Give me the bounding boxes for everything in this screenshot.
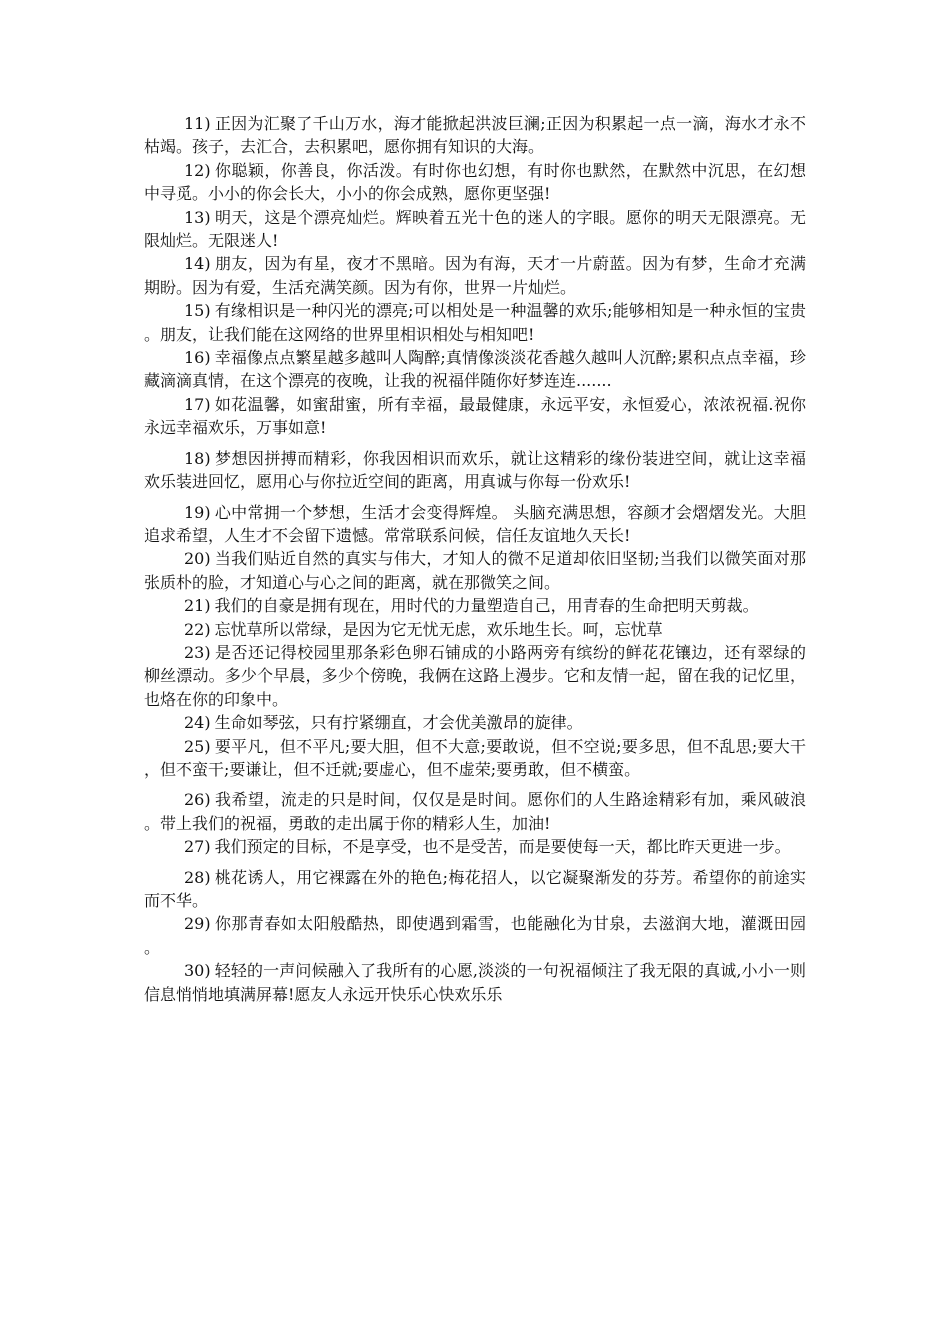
paragraph-text: 你那青春如太阳般酷热，即使遇到霜雪，也能融化为甘泉，去滋润大地，灌溉田园。 (144, 914, 806, 957)
paragraph-number: 16) (184, 348, 211, 368)
paragraph-number: 13) (184, 207, 211, 227)
paragraph-text: 忘忧草所以常绿，是因为它无忧无虑，欢乐地生长。呵，忘忧草 (214, 619, 663, 639)
paragraph-15 (144, 299, 806, 346)
paragraph-text: 我希望，流走的只是时间，仅仅是是时间。愿你们的人生路途精彩有加，乘风破浪。带上我们的祝福，勇敢的走出属于你的精彩人生，加油! (144, 790, 806, 833)
paragraph-number: 26) (184, 790, 211, 810)
paragraph-number: 24) (184, 713, 211, 733)
paragraph-text: 心中常拥一个梦想，生活才会变得辉煌。 头脑充满思想，容颜才会熠熠发光。大胆追求希望，人生才不会留下遗憾。常常联系问候，信任友谊地久天长! (144, 502, 806, 545)
paragraph-text: 梦想因拼搏而精彩，你我因相识而欢乐，就让这精彩的缘份装进空间，就让这幸福欢乐装进回忆，愿用心与你拉近空间的距离，用真诚与你每一份欢乐! (144, 448, 806, 492)
paragraph-text: 当我们贴近自然的真实与伟大，才知人的微不足道却依旧坚韧;当我们以微笑面对那张质朴的脸，才知道心与心之间的距离，就在那微笑之间。 (144, 549, 806, 592)
paragraph-number: 29) (184, 914, 211, 934)
paragraph-number: 21) (184, 596, 211, 616)
paragraph-18 (144, 447, 806, 494)
paragraph-number: 17) (184, 394, 211, 414)
paragraph-text: 你聪颖，你善良，你活泼。有时你也幻想，有时你也默然，在默然中沉思，在幻想中寻觅。小小的你会长大，小小的你会成熟，愿你更坚强! (144, 160, 806, 204)
paragraph-24 (144, 711, 806, 734)
paragraph-text: 朋友，因为有星，夜才不黑暗。因为有海，天才一片蔚蓝。因为有梦，生命才充满期盼。因为有爱，生活充满笑颜。因为有你，世界一片灿烂。 (144, 254, 806, 297)
paragraph-30 (144, 959, 806, 1006)
paragraph-text: 我们预定的目标，不是享受，也不是受苦，而是要使每一天，都比昨天更进一步。 (214, 837, 791, 857)
paragraph-13 (144, 206, 806, 253)
paragraph-26 (144, 788, 806, 835)
paragraph-17 (144, 393, 806, 440)
paragraph-text: 明天，这是个漂亮灿烂。辉映着五光十色的迷人的字眼。愿你的明天无限漂亮。无限灿烂。无限迷人! (144, 207, 806, 251)
paragraph-number: 20) (184, 549, 211, 569)
paragraph-number: 22) (184, 619, 211, 639)
paragraph-19 (144, 501, 806, 548)
paragraph-text: 是否还记得校园里那条彩色卵石铺成的小路两旁有缤纷的鲜花花镶边，还有翠绿的柳丝漂动。多少个早晨，多少个傍晚，我俩在这路上漫步。它和友情一起，留在我的记忆里，也烙在你的印象中。 (144, 642, 806, 709)
paragraph-text: 轻轻的一声问候融入了我所有的心愿,淡淡的一句祝福倾注了我无限的真诚,小小一则信息悄悄地填满屏幕!愿友人永远开快乐心快欢乐乐 (144, 961, 806, 1004)
document-body (144, 112, 806, 1006)
paragraph-number: 18) (184, 448, 211, 468)
paragraph-text: 我们的自豪是拥有现在，用时代的力量塑造自己，用青春的生命把明天剪裁。 (214, 596, 759, 616)
paragraph-text: 桃花诱人，用它裸露在外的艳色;梅花招人，以它凝聚渐发的芬芳。希望你的前途实而不华。 (144, 867, 806, 910)
paragraph-27 (144, 835, 806, 858)
paragraph-11 (144, 112, 806, 159)
paragraph-text: 幸福像点点繁星越多越叫人陶醉;真情像淡淡花香越久越叫人沉醉;累积点点幸福，珍藏滴滴真情，在这个漂亮的夜晚，让我的祝福伴随你好梦连连....... (144, 348, 806, 391)
paragraph-number: 27) (184, 837, 211, 857)
paragraph-number: 23) (184, 642, 211, 662)
paragraph-28 (144, 866, 806, 913)
paragraph-number: 28) (184, 867, 211, 887)
paragraph-22 (144, 618, 806, 641)
paragraph-text: 有缘相识是一种闪光的漂亮;可以相处是一种温馨的欢乐;能够相知是一种永恒的宝贵。朋友，让我们能在这网络的世界里相识相处与相知吧! (144, 301, 806, 344)
paragraph-number: 25) (184, 736, 211, 756)
paragraph-number: 30) (184, 961, 211, 981)
paragraph-text: 要平凡，但不平凡;要大胆，但不大意;要敢说，但不空说;要多思，但不乱思;要大干，但不蛮干;要谦让，但不迁就;要虚心，但不虚荣;要勇敢，但不横蛮。 (144, 736, 806, 779)
paragraph-number: 11) (184, 114, 211, 133)
paragraph-14 (144, 252, 806, 299)
paragraph-number: 15) (184, 301, 211, 321)
paragraph-number: 14) (184, 254, 211, 274)
paragraph-number: 12) (184, 160, 211, 180)
paragraph-number: 19) (184, 502, 211, 522)
paragraph-20 (144, 547, 806, 594)
paragraph-25 (144, 735, 806, 782)
paragraph-text: 生命如琴弦，只有拧紧绷直，才会优美激昂的旋律。 (214, 713, 583, 733)
paragraph-21 (144, 594, 806, 617)
paragraph-23 (144, 641, 806, 711)
paragraph-16 (144, 346, 806, 393)
paragraph-29 (144, 912, 806, 959)
paragraph-text: 正因为汇聚了千山万水，海才能掀起洪波巨澜;正因为积累起一点一滴，海水才永不枯竭。孩子，去汇合，去积累吧，愿你拥有知识的大海。 (144, 114, 806, 157)
paragraph-text: 如花温馨，如蜜甜蜜，所有幸福，最最健康，永远平安，永恒爱心，浓浓祝福.祝你永远幸福欢乐，万事如意! (144, 394, 806, 438)
paragraph-12 (144, 159, 806, 206)
